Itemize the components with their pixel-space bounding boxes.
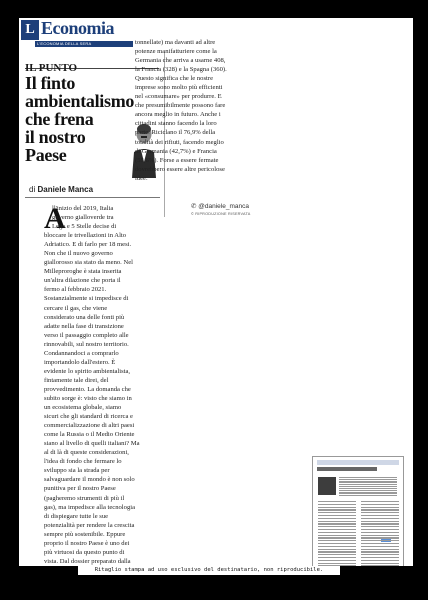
article-line: adatte nella fase di transizione xyxy=(44,322,124,330)
byline-author: Daniele Manca xyxy=(37,185,94,194)
article-line: provvedimento. La domanda che xyxy=(44,385,131,393)
thumbnail-header xyxy=(317,460,399,465)
thumbnail-text-line xyxy=(361,521,399,522)
thumbnail-text-line xyxy=(361,560,399,561)
article-line: salvaguardare il mondo è non solo xyxy=(44,476,135,484)
article-line: Lega e 5 Stelle decise di xyxy=(52,223,117,231)
thumbnail-text-line xyxy=(361,526,399,527)
thumbnail-text-line xyxy=(318,540,356,541)
article-line: importandolo dall'estero. È xyxy=(44,358,116,366)
thumbnail-text-line xyxy=(339,477,397,478)
article-line: giallorosso sia stato da meno. Nel xyxy=(44,259,133,267)
thumbnail-text-line xyxy=(361,501,399,502)
masthead-logo: L xyxy=(21,20,39,40)
thumbnail-text-line xyxy=(318,560,356,561)
social-handle xyxy=(191,202,249,210)
thumbnail-text-line xyxy=(318,543,356,544)
headline-line: il nostro Paese xyxy=(25,127,86,165)
article-line: nel «consumare» per produrre. E xyxy=(135,93,222,101)
thumbnail-text-line xyxy=(361,535,399,536)
thumbnail-text-line xyxy=(318,529,356,530)
thumbnail-text-line xyxy=(318,554,356,555)
thumbnail-text-line xyxy=(361,565,399,566)
thumbnail-text-line xyxy=(318,537,356,538)
article-line: totalità dei rifiuti, facendo meglio xyxy=(135,138,224,146)
headline-line: che frena xyxy=(25,109,94,129)
article-line: l'idea di fondo che fermare lo xyxy=(44,458,122,466)
article-line: di Germania (42,7%) e Francia xyxy=(135,147,217,155)
thumbnail-text-line xyxy=(318,551,356,552)
thumbnail-text-line xyxy=(361,563,399,564)
headline-line: Il finto xyxy=(25,73,76,93)
thumbnail-text-line xyxy=(318,532,356,533)
article-line: considerato una delle fonti più xyxy=(44,313,125,321)
article-line: Milleproroghe è stata inserita xyxy=(44,268,122,276)
headline-line: ambientalismo xyxy=(25,91,135,111)
thumbnail-text-line xyxy=(361,529,399,530)
thumbnail-photo xyxy=(318,477,336,495)
thumbnail-text-line xyxy=(339,492,397,493)
thumbnail-text-line xyxy=(361,512,399,513)
article-line: che presumibilmente possono fare xyxy=(135,102,226,110)
thumbnail-text-line xyxy=(318,546,356,547)
thumbnail-text-line xyxy=(361,546,399,547)
article-line: più virtuosi da questo punto di xyxy=(44,548,125,556)
article-line: imprese sono molto più efficienti xyxy=(135,84,223,92)
thumbnail-text-line xyxy=(361,554,399,555)
thumbnail-text-line xyxy=(318,515,356,516)
thumbnail-text-line xyxy=(318,557,356,558)
article-line: dovrebbero essere altre pericolose xyxy=(135,165,225,173)
thumbnail-text-line xyxy=(318,507,356,508)
thumbnail-text-line xyxy=(318,504,356,505)
thumbnail-text-line xyxy=(318,521,356,522)
drop-cap: A xyxy=(44,202,66,235)
article-line: potenzialità per rendere la crescita xyxy=(44,521,135,529)
article-line: di dispiegare tutte le sue xyxy=(44,512,109,520)
thumbnail-text-line xyxy=(361,509,399,510)
article-line: ll'inizio del 2019, Italia xyxy=(52,205,114,212)
article-line: Adriatico. E di farlo per 18 mesi. xyxy=(44,241,132,249)
article-line: proprio il nostro Paese è uno dei xyxy=(44,539,130,547)
article-line: parte. Riciclano il 76,9% della xyxy=(135,129,216,137)
copyright-notice: © RIPRODUZIONE RISERVATA xyxy=(191,212,251,216)
thumbnail-text-line xyxy=(361,518,399,519)
article-line: potenze manifatturiere come la xyxy=(135,48,217,56)
article-line: vista. Dal dossier preparato dalla xyxy=(44,557,131,565)
article-line: Germania che arriva a usarne 408, xyxy=(135,57,226,65)
article-line: rinnovabili, sul nostro territorio. xyxy=(44,340,129,348)
thumbnail-text-line xyxy=(361,551,399,552)
article-line: verso il passaggio completo alle xyxy=(44,331,129,339)
article-line: la Francia (328) e la Spagna (360). xyxy=(135,66,227,74)
article-line: idee. xyxy=(135,174,148,182)
byline-rule xyxy=(25,197,160,198)
thumbnail-text-line xyxy=(318,563,356,564)
article-column-left xyxy=(44,204,154,566)
thumbnail-text-line xyxy=(318,535,356,536)
article-line: commercializzazione di altri paesi xyxy=(44,422,135,430)
thumbnail-text-line xyxy=(318,526,356,527)
article-line: (55,6%). Forse a essere fermate xyxy=(135,156,219,164)
headline-block xyxy=(25,62,135,174)
article-line: cittadini stanno facendo la loro xyxy=(135,120,217,128)
thumbnail-text-line xyxy=(361,504,399,505)
footer-notice: Ritaglio stampa ad uso esclusivo del destinatario, non riproducibile. xyxy=(78,566,340,575)
thumbnail-text-line xyxy=(339,488,397,489)
article-line: (pagheremo strumenti di più il xyxy=(44,494,125,502)
article-line: subito sorge è: visto che siamo in xyxy=(44,394,132,402)
masthead-title: Economia xyxy=(41,18,115,38)
article-line: al di là di queste considerazioni, xyxy=(44,449,129,457)
thumbnail-text-line xyxy=(361,543,399,544)
byline-prefix: di xyxy=(29,185,36,194)
kicker: IL PUNTO xyxy=(25,62,78,74)
thumbnail-text-line xyxy=(361,507,399,508)
thumbnail-text-line xyxy=(361,557,399,558)
thumbnail-text-line xyxy=(318,512,356,513)
thumbnail-text-line xyxy=(361,537,399,538)
thumbnail-title xyxy=(317,467,377,471)
thumbnail-text-line xyxy=(318,549,356,550)
thumbnail-text-line xyxy=(339,479,397,480)
article-line: evidente lo spirito ambientalista, xyxy=(44,367,131,375)
article-line: Sostanzialmente si impedisce di xyxy=(44,295,129,303)
twitter-icon: ✆ xyxy=(191,203,197,210)
article-line: fermo al febbraio 2021. xyxy=(44,286,107,294)
page-thumbnail xyxy=(312,456,404,566)
thumbnail-text-line xyxy=(318,518,356,519)
social-handle-text: @daniele_manca xyxy=(198,203,249,210)
thumbnail-text-line xyxy=(361,549,399,550)
thumbnail-text-line xyxy=(339,484,397,485)
masthead-subtitle: L'ECONOMIA DELLA SERA xyxy=(35,41,133,47)
newspaper-clipping xyxy=(19,18,413,566)
thumbnail-text-line xyxy=(339,495,397,496)
article-line: siano al livello di quelli italiani? Ma xyxy=(44,440,140,448)
article-line: cercare il gas, che viene xyxy=(44,304,108,312)
article-line: Non che il nuovo governo xyxy=(44,250,113,258)
article-line: un'altra dilazione che porta il xyxy=(44,277,121,285)
article-line: Questo significa che le nostre xyxy=(135,75,214,83)
article-line: sicuri che gli standard di ricerca e xyxy=(44,413,133,421)
article-line: un ecosistema globale, siamo xyxy=(44,404,122,412)
article-line: bloccare le trivellazioni in Alto xyxy=(44,232,127,240)
article-line: governo gialloverde tra xyxy=(52,214,114,222)
thumbnail-text-line xyxy=(318,501,356,502)
thumbnail-text-line xyxy=(318,509,356,510)
masthead xyxy=(21,20,131,46)
article-line: ancora meglio in futuro. Anche i xyxy=(135,111,221,119)
article-line: sempre più sostenibile. Eppure xyxy=(44,530,126,538)
article-line: fintamente tale direi, del xyxy=(44,376,109,384)
thumbnail-text-line xyxy=(339,490,397,491)
article-line: gas), ma impedisce alla tecnologia xyxy=(44,503,135,511)
thumbnail-text-line xyxy=(318,523,356,524)
article-line: sviluppo sia la strada per xyxy=(44,467,110,475)
thumbnail-text-line xyxy=(339,486,397,487)
article-line: Condannandoci a comprarlo xyxy=(44,349,119,357)
article-line: punitiva per il nostro Paese xyxy=(44,485,116,493)
thumbnail-text-line xyxy=(361,515,399,516)
article-line: tonnellate) ma davanti ad altre xyxy=(135,39,216,46)
byline xyxy=(29,185,93,194)
thumbnail-text-line xyxy=(361,532,399,533)
article-line: come la Russia o il Medio Oriente xyxy=(44,431,135,439)
thumbnail-text-line xyxy=(361,540,399,541)
thumbnail-text-line xyxy=(361,523,399,524)
article-column-right xyxy=(135,38,260,183)
thumbnail-text-line xyxy=(339,481,397,482)
